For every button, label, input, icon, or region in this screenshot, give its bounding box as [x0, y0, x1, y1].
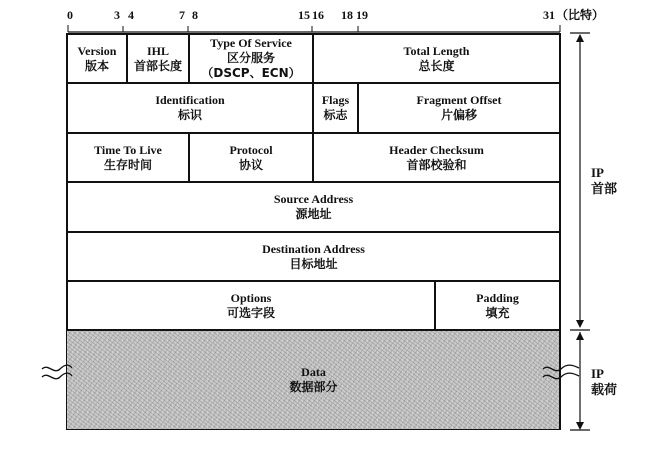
bit-label-7: 7 — [179, 8, 185, 22]
field-options — [68, 282, 434, 329]
bit-label-15: 15 — [298, 8, 310, 22]
version-en: Version — [77, 43, 117, 58]
options-en: Options — [230, 290, 272, 305]
field-data — [68, 331, 559, 428]
version-zh: 版本 — [84, 58, 109, 73]
side-label-ip-header — [591, 164, 617, 198]
field-header-checksum — [314, 134, 559, 181]
tos-en: Type Of Service — [210, 35, 292, 50]
field-protocol — [190, 134, 312, 181]
field-total-length — [314, 35, 559, 82]
ihl-en: IHL — [146, 43, 169, 58]
padding-en: Padding — [476, 290, 519, 305]
total-length-zh: 总长度 — [418, 58, 455, 73]
ttl-zh: 生存时间 — [103, 157, 152, 172]
bit-label-3: 3 — [114, 8, 120, 22]
tos-extra: （DSCP、ECN） — [201, 65, 301, 80]
bit-label-19: 19 — [356, 8, 368, 22]
bit-label-18: 18 — [341, 8, 353, 22]
field-padding — [436, 282, 559, 329]
flags-en: Flags — [321, 93, 350, 107]
data-en: Data — [301, 364, 326, 379]
flags-zh: 标志 — [323, 108, 348, 122]
padding-zh: 填充 — [485, 305, 510, 320]
source-zh: 源地址 — [295, 207, 332, 221]
side-header-en: IP — [591, 165, 604, 180]
side-payload-zh: 载荷 — [591, 383, 618, 398]
bit-label-16: 16 — [312, 8, 324, 22]
field-flags — [314, 84, 357, 132]
side-header-zh: 首部 — [591, 182, 618, 197]
ruler-line — [64, 20, 564, 34]
destination-zh: 目标地址 — [289, 256, 338, 271]
bit-label-8: 8 — [192, 8, 198, 22]
ttl-en: Time To Live — [94, 142, 162, 157]
total-length-en: Total Length — [403, 43, 470, 58]
field-version — [68, 35, 126, 82]
break-mark-left — [40, 362, 74, 384]
checksum-en: Header Checksum — [389, 142, 484, 157]
field-time-to-live — [68, 134, 188, 181]
bit-label-4: 4 — [128, 8, 134, 22]
bit-label-31: 31 — [543, 8, 555, 22]
bit-label-0: 0 — [67, 8, 73, 22]
checksum-zh: 首部校验和 — [406, 157, 467, 172]
fragment-offset-zh: 片偏移 — [440, 108, 477, 122]
tos-zh: 区分服务 — [226, 50, 275, 65]
side-payload-en: IP — [591, 366, 604, 381]
protocol-en: Protocol — [229, 142, 273, 157]
field-ihl — [128, 35, 188, 82]
bit-unit-label: （比特） — [556, 8, 605, 22]
field-type-of-service — [190, 34, 312, 82]
identification-en: Identification — [155, 93, 225, 107]
field-fragment-offset — [359, 84, 559, 132]
field-source-address — [68, 183, 559, 231]
source-en: Source Address — [273, 192, 354, 206]
fragment-offset-en: Fragment Offset — [416, 93, 502, 107]
identification-zh: 标识 — [177, 108, 202, 122]
protocol-zh: 协议 — [238, 157, 263, 172]
ihl-zh: 首部长度 — [133, 58, 182, 73]
field-identification — [68, 84, 312, 132]
side-label-ip-payload — [591, 365, 617, 399]
data-zh: 数据部分 — [289, 379, 338, 394]
field-destination-address — [68, 233, 559, 280]
options-zh: 可选字段 — [226, 305, 275, 320]
destination-en: Destination Address — [262, 241, 365, 256]
